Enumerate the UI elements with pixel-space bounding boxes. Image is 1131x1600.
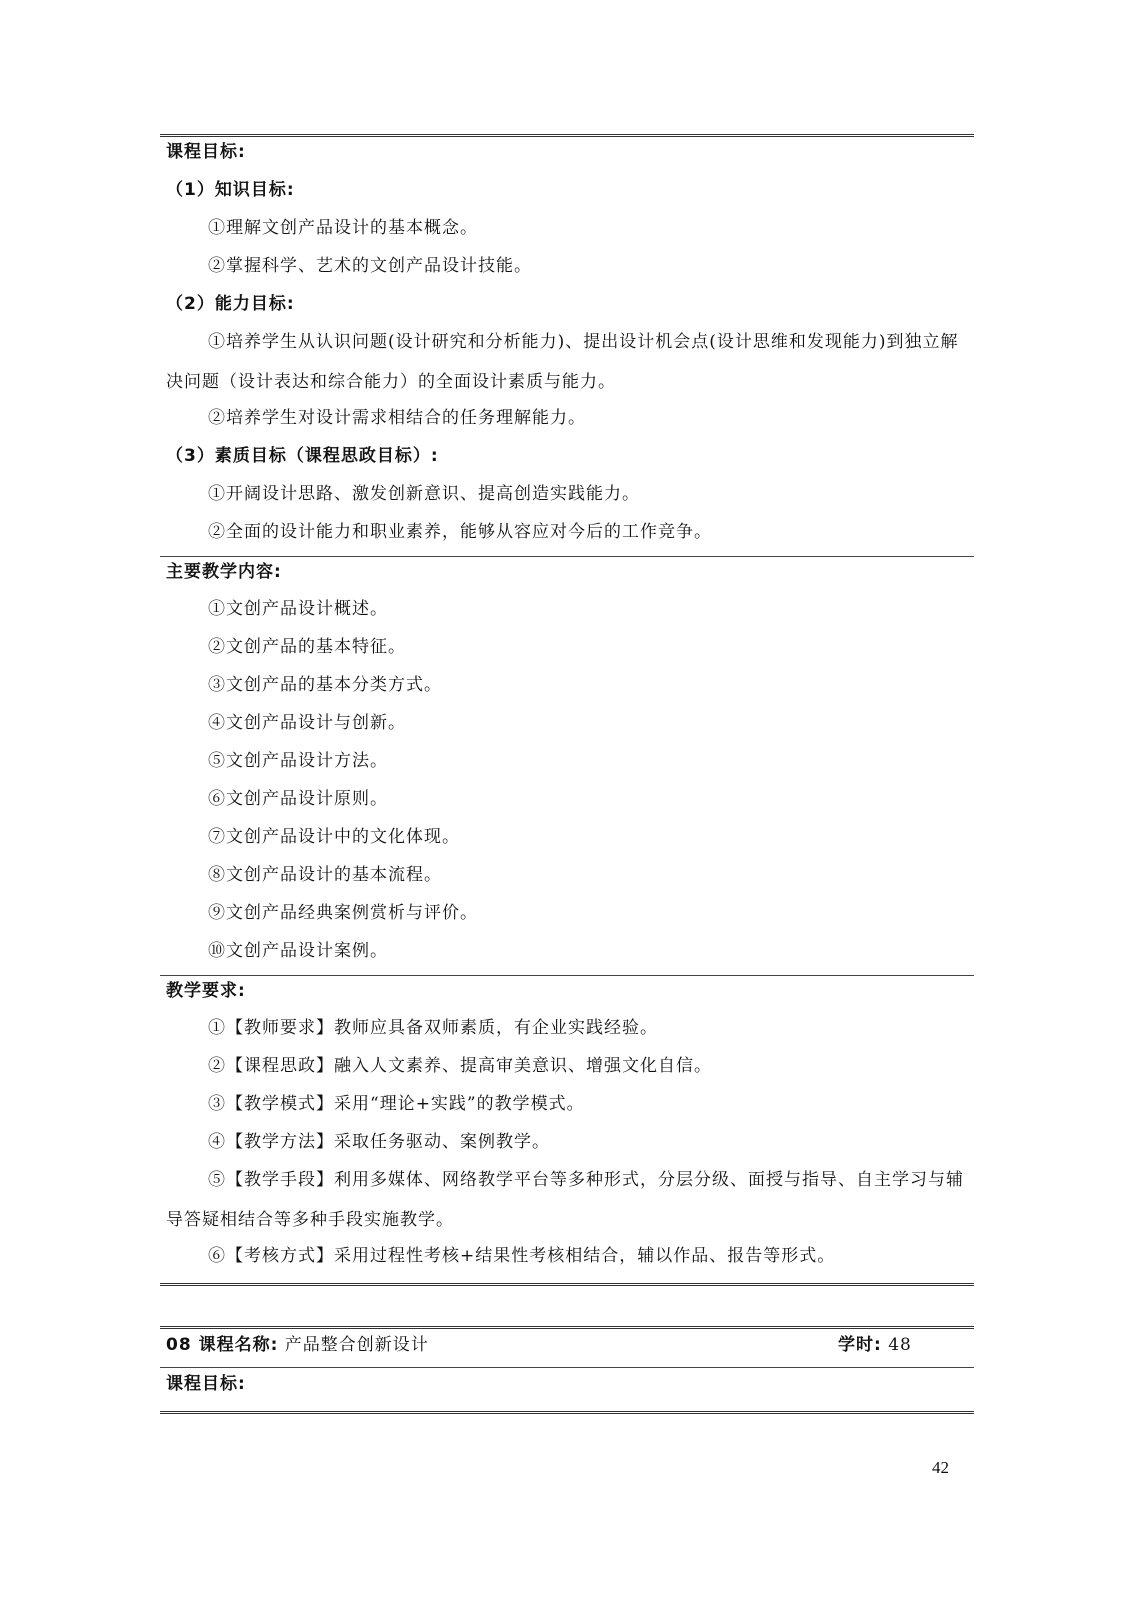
content-item: ⑨文创产品经典案例赏析与评价。 — [208, 903, 478, 923]
knowledge-item: ②掌握科学、艺术的文创产品设计技能。 — [208, 256, 532, 276]
requirements-heading: 教学要求: — [166, 981, 246, 1001]
requirement-item: ①【教师要求】教师应具备双师素质，有企业实践经验。 — [208, 1018, 658, 1038]
content-item: ②文创产品的基本特征。 — [208, 637, 406, 657]
quality-heading: （3）素质目标（课程思政目标）: — [166, 446, 439, 466]
content-item: ③文创产品的基本分类方式。 — [208, 675, 442, 695]
content-item: ⑧文创产品设计的基本流程。 — [208, 865, 442, 885]
knowledge-heading: （1）知识目标: — [166, 180, 295, 200]
content-heading: 主要教学内容: — [166, 562, 282, 582]
course-name-value: 产品整合创新设计 — [284, 1335, 429, 1355]
requirement-item: ⑤【教学手段】利用多媒体、网络教学平台等多种形式，分层分级、面授与指导、自主学习与辅导答疑相结合等多种手段实施教学。 — [166, 1170, 964, 1230]
ability-item: ①培养学生从认识问题(设计研究和分析能力)、提出设计机会点(设计思维和发现能力)到独立解决问题（设计表达和综合能力）的全面设计素质与能力。 — [166, 332, 959, 392]
content-item: ⑩文创产品设计案例。 — [208, 941, 388, 961]
requirement-item: ③【教学模式】采用“理论+实践”的教学模式。 — [208, 1094, 585, 1114]
requirement-item: ⑥【考核方式】采用过程性考核+结果性考核相结合，辅以作品、报告等形式。 — [208, 1246, 836, 1266]
content-item: ④文创产品设计与创新。 — [208, 713, 406, 733]
ability-item: ②培养学生对设计需求相结合的任务理解能力。 — [208, 408, 586, 428]
content-item: ⑤文创产品设计方法。 — [208, 751, 388, 771]
quality-item: ①开阔设计思路、激发创新意识、提高创造实践能力。 — [208, 484, 640, 504]
content-item: ①文创产品设计概述。 — [208, 599, 388, 619]
course-name-row — [166, 1333, 429, 1357]
section-divider — [160, 975, 974, 976]
requirement-item: ②【课程思政】融入人文素养、提高审美意识、增强文化自信。 — [208, 1056, 712, 1076]
course-name-label: 08 课程名称: — [166, 1335, 279, 1355]
content-item: ⑥文创产品设计原则。 — [208, 789, 388, 809]
goals-heading: 课程目标: — [166, 1374, 246, 1394]
page-number: 42 — [932, 1458, 949, 1477]
requirement-item: ④【教学方法】采取任务驱动、案例教学。 — [208, 1132, 550, 1152]
course-hours-row — [838, 1333, 912, 1357]
goals-heading: 课程目标: — [166, 142, 246, 162]
course-hours-value: 48 — [888, 1335, 912, 1355]
knowledge-item: ①理解文创产品设计的基本概念。 — [208, 218, 478, 238]
course-hours-label: 学时: — [838, 1335, 882, 1355]
quality-item: ②全面的设计能力和职业素养，能够从容应对今后的工作竞争。 — [208, 522, 712, 542]
section-divider — [160, 556, 974, 557]
section-divider — [160, 1367, 974, 1368]
content-item: ⑦文创产品设计中的文化体现。 — [208, 827, 460, 847]
ability-heading: （2）能力目标: — [166, 294, 295, 314]
